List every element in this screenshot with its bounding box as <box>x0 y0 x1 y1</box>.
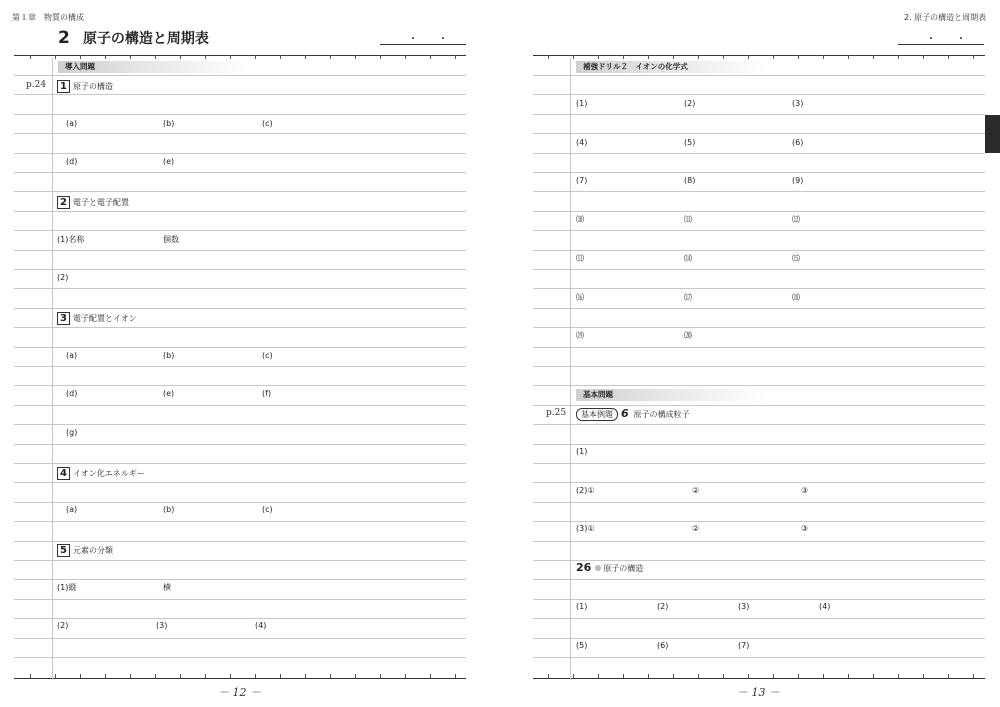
left-page-number: － 12 － <box>218 686 261 699</box>
rule-line <box>14 75 466 76</box>
q3-title: 電子配置とイオン <box>73 314 137 323</box>
q4-b: (b) <box>163 505 175 514</box>
rule-line <box>14 521 466 522</box>
ruler-tick <box>305 55 306 59</box>
section-title-text: 原子の構造と周期表 <box>82 31 209 47</box>
right-date-dots: ・ ・ <box>926 34 966 45</box>
ruler-tick <box>923 55 924 59</box>
drill-item: ⑽ <box>576 215 584 225</box>
rule-line <box>14 599 466 600</box>
ruler-tick <box>598 674 599 678</box>
q1-heading <box>57 80 113 93</box>
drill-item: ⒂ <box>792 253 800 263</box>
ruler-tick <box>80 55 81 59</box>
rule-line <box>533 288 985 289</box>
example-title: 原子の構成粒子 <box>633 410 690 419</box>
q5-number: 5 <box>57 544 70 557</box>
rule-line <box>14 366 466 367</box>
rule-line <box>533 133 985 134</box>
q26-title: 原子の構造 <box>603 564 644 573</box>
q1-number: 1 <box>57 80 70 93</box>
ruler-tick <box>55 674 56 678</box>
ruler-tick <box>205 55 206 59</box>
rule-line <box>14 172 466 173</box>
ruler-tick <box>80 674 81 678</box>
ruler-tick <box>673 55 674 59</box>
ruler-tick <box>430 55 431 59</box>
rule-line <box>533 94 985 95</box>
ruler-tick <box>873 55 874 59</box>
ruler-tick <box>280 55 281 59</box>
q26-heading <box>576 563 643 574</box>
ex-n3a: (3)① <box>576 524 595 533</box>
rule-line <box>533 678 985 679</box>
ex-n2b: ② <box>692 486 700 495</box>
rule-line <box>14 579 466 580</box>
ruler-tick <box>255 55 256 59</box>
section-number: 2 <box>58 28 70 48</box>
rule-line <box>533 347 985 348</box>
drill-item: (8) <box>684 176 696 186</box>
rule-line <box>533 385 985 386</box>
rule-line <box>533 366 985 367</box>
q3-e: (e) <box>163 389 175 398</box>
ruler-tick <box>30 55 31 59</box>
rule-line <box>14 153 466 154</box>
q2-number: 2 <box>57 196 70 209</box>
q1-a: (a) <box>66 119 78 128</box>
q5-n1: (1)縦 <box>57 583 77 592</box>
rule-line <box>533 405 985 406</box>
ruler-tick <box>330 55 331 59</box>
drill-item: (1) <box>576 99 588 108</box>
rule-line <box>14 327 466 328</box>
rule-line <box>533 521 985 522</box>
ruler-tick <box>948 55 949 59</box>
drill-item: ⒁ <box>684 253 692 263</box>
rule-line <box>14 405 466 406</box>
ruler-tick <box>405 674 406 678</box>
ruler-tick <box>773 674 774 678</box>
q26-item: (4) <box>819 602 831 611</box>
q26-item: (6) <box>657 641 669 650</box>
left-page-ref: p.24 <box>26 80 47 90</box>
rule-line <box>533 599 985 600</box>
ruler-tick <box>773 55 774 59</box>
rule-line <box>14 269 466 270</box>
q26-item: (3) <box>738 602 750 611</box>
q5-n3: (3) <box>156 621 168 630</box>
ruler-tick <box>848 674 849 678</box>
ruler-tick <box>848 55 849 59</box>
ruler-tick <box>898 55 899 59</box>
rule-line <box>533 327 985 328</box>
rule-line <box>533 308 985 309</box>
q1-d: (d) <box>66 157 78 166</box>
left-date-line <box>380 44 466 45</box>
rule-line <box>533 502 985 503</box>
drill-item: (4) <box>576 137 588 147</box>
ruler-tick <box>573 674 574 678</box>
rule-line <box>14 560 466 561</box>
q1-e: (e) <box>163 157 175 166</box>
drill-band: 補強ドリル２ イオンの化学式 <box>576 61 766 73</box>
ruler-tick <box>948 674 949 678</box>
ruler-tick <box>573 55 574 59</box>
rule-line <box>14 191 466 192</box>
q2-n1: (1)名称 <box>57 235 85 244</box>
ex-n1: (1) <box>576 447 588 456</box>
drill-item: ⑾ <box>684 215 692 225</box>
rule-line <box>14 678 466 679</box>
ruler-tick <box>723 674 724 678</box>
right-page-number: － 13 － <box>737 686 780 699</box>
ruler-tick <box>330 674 331 678</box>
left-section-title <box>58 28 209 48</box>
bullet-dot-icon <box>595 565 601 571</box>
q3-b: (b) <box>163 351 175 360</box>
rule-line <box>14 347 466 348</box>
ruler-tick <box>155 55 156 59</box>
ruler-tick <box>305 674 306 678</box>
rule-line <box>533 560 985 561</box>
q3-g: (g) <box>66 428 78 437</box>
rule-line <box>533 250 985 251</box>
ruler-tick <box>230 55 231 59</box>
q1-c: (c) <box>262 119 273 128</box>
right-page-ref: p.25 <box>546 408 567 418</box>
q1-b: (b) <box>163 119 175 128</box>
rule-line <box>14 94 466 95</box>
rule-line <box>533 657 985 658</box>
ruler-tick <box>973 674 974 678</box>
ruler-tick <box>355 674 356 678</box>
rule-line <box>14 463 466 464</box>
ruler-tick <box>105 674 106 678</box>
ruler-tick <box>823 55 824 59</box>
q3-c: (c) <box>262 351 273 360</box>
rule-line <box>14 618 466 619</box>
q5-n2: (2) <box>57 621 69 630</box>
rule-line <box>533 618 985 619</box>
q4-a: (a) <box>66 505 78 514</box>
rule-line <box>14 211 466 212</box>
q26-item: (7) <box>738 641 750 650</box>
q5-title: 元素の分類 <box>73 546 113 555</box>
q2-title: 電子と電子配置 <box>73 198 129 207</box>
ruler-tick <box>455 674 456 678</box>
q5-heading <box>57 544 113 557</box>
rule-line <box>533 638 985 639</box>
ruler-tick <box>723 55 724 59</box>
ruler-tick <box>648 674 649 678</box>
q3-f: (f) <box>262 389 272 398</box>
ruler-tick <box>130 55 131 59</box>
ruler-tick <box>898 674 899 678</box>
q5-yoko: 横 <box>163 583 171 592</box>
rule-line <box>533 75 985 76</box>
q2-count: 個数 <box>163 235 179 244</box>
ruler-tick <box>430 674 431 678</box>
ruler-tick <box>798 674 799 678</box>
q3-d: (d) <box>66 389 78 398</box>
q3-number: 3 <box>57 312 70 325</box>
ruler-tick <box>130 674 131 678</box>
q26-item: (2) <box>657 602 669 611</box>
ruler-tick <box>598 55 599 59</box>
ruler-tick <box>748 55 749 59</box>
rule-line <box>14 250 466 251</box>
ex-n2a: (2)① <box>576 486 595 495</box>
drill-item: (3) <box>792 99 804 108</box>
q3-heading <box>57 312 137 325</box>
q2-n2: (2) <box>57 273 69 282</box>
right-margin-line <box>570 58 571 680</box>
ruler-tick <box>30 674 31 678</box>
ruler-tick <box>205 674 206 678</box>
ruler-tick <box>180 55 181 59</box>
example-heading <box>576 408 690 421</box>
left-margin-line <box>52 58 53 680</box>
ruler-tick <box>698 674 699 678</box>
drill-item: ⒃ <box>576 292 584 302</box>
ruler-tick <box>673 674 674 678</box>
rule-line <box>14 55 466 56</box>
left-date-dots: ・ ・ <box>408 34 448 45</box>
drill-item: (6) <box>792 137 804 147</box>
drill-item: ⑿ <box>792 215 800 225</box>
q26-item: (1) <box>576 602 588 611</box>
ruler-tick <box>155 674 156 678</box>
drill-item: ⒇ <box>684 331 692 341</box>
q26-item: (5) <box>576 641 588 650</box>
rule-line <box>14 541 466 542</box>
q2-heading <box>57 196 129 209</box>
basic-band: 基本問題 <box>576 389 766 401</box>
ruler-tick <box>255 674 256 678</box>
example-label: 基本例題 <box>576 408 618 421</box>
rule-line <box>533 424 985 425</box>
rule-line <box>14 230 466 231</box>
rule-line <box>533 172 985 173</box>
ruler-tick <box>380 674 381 678</box>
ruler-tick <box>623 674 624 678</box>
ruler-tick <box>355 55 356 59</box>
rule-line <box>14 114 466 115</box>
rule-line <box>14 638 466 639</box>
rule-line <box>14 133 466 134</box>
ruler-tick <box>823 674 824 678</box>
ruler-tick <box>180 674 181 678</box>
drill-item: (9) <box>792 176 804 186</box>
q5-n4: (4) <box>255 621 267 630</box>
q4-title: イオン化エネルギー <box>73 469 145 478</box>
ruler-tick <box>798 55 799 59</box>
ruler-tick <box>698 55 699 59</box>
q3-a: (a) <box>66 351 78 360</box>
rule-line <box>533 114 985 115</box>
ruler-tick <box>623 55 624 59</box>
drill-item: ⒀ <box>576 253 584 263</box>
right-chapter-header: 2. 原子の構造と周期表 <box>904 13 987 22</box>
chapter-index-tab <box>985 115 1000 153</box>
rule-line <box>533 153 985 154</box>
ruler-tick <box>548 55 549 59</box>
ruler-tick <box>380 55 381 59</box>
rule-line <box>14 482 466 483</box>
ruler-tick <box>55 55 56 59</box>
right-date-line <box>898 44 984 45</box>
rule-line <box>533 579 985 580</box>
rule-line <box>14 424 466 425</box>
ruler-tick <box>405 55 406 59</box>
drill-item: (5) <box>684 137 696 147</box>
rule-line <box>14 502 466 503</box>
ex-n2c: ③ <box>801 486 809 495</box>
ex-n3c: ③ <box>801 524 809 533</box>
ruler-tick <box>873 674 874 678</box>
rule-line <box>14 444 466 445</box>
drill-item: (2) <box>684 99 696 108</box>
rule-line <box>533 211 985 212</box>
q1-title: 原子の構造 <box>73 82 113 91</box>
ruler-tick <box>748 674 749 678</box>
drill-item: ⒅ <box>792 292 800 302</box>
rule-line <box>14 308 466 309</box>
ruler-tick <box>648 55 649 59</box>
q26-number: 26 <box>576 561 592 574</box>
rule-line <box>14 385 466 386</box>
rule-line <box>533 541 985 542</box>
example-number: 6 <box>621 407 629 420</box>
rule-line <box>14 288 466 289</box>
left-chapter-header: 第１章 物質の構成 <box>12 13 84 22</box>
rule-line <box>533 444 985 445</box>
rule-line <box>533 191 985 192</box>
rule-line <box>533 463 985 464</box>
ruler-tick <box>923 674 924 678</box>
rule-line <box>533 230 985 231</box>
rule-line <box>533 55 985 56</box>
q4-heading <box>57 467 145 480</box>
rule-line <box>533 269 985 270</box>
ruler-tick <box>973 55 974 59</box>
q4-c: (c) <box>262 505 273 514</box>
intro-band: 導入問題 <box>58 61 248 73</box>
q4-number: 4 <box>57 467 70 480</box>
rule-line <box>533 482 985 483</box>
ex-n3b: ② <box>692 524 700 533</box>
drill-item: ⒆ <box>576 331 584 341</box>
rule-line <box>14 657 466 658</box>
ruler-tick <box>455 55 456 59</box>
drill-item: ⒄ <box>684 292 692 302</box>
drill-item: (7) <box>576 176 588 186</box>
ruler-tick <box>105 55 106 59</box>
ruler-tick <box>548 674 549 678</box>
ruler-tick <box>230 674 231 678</box>
ruler-tick <box>280 674 281 678</box>
